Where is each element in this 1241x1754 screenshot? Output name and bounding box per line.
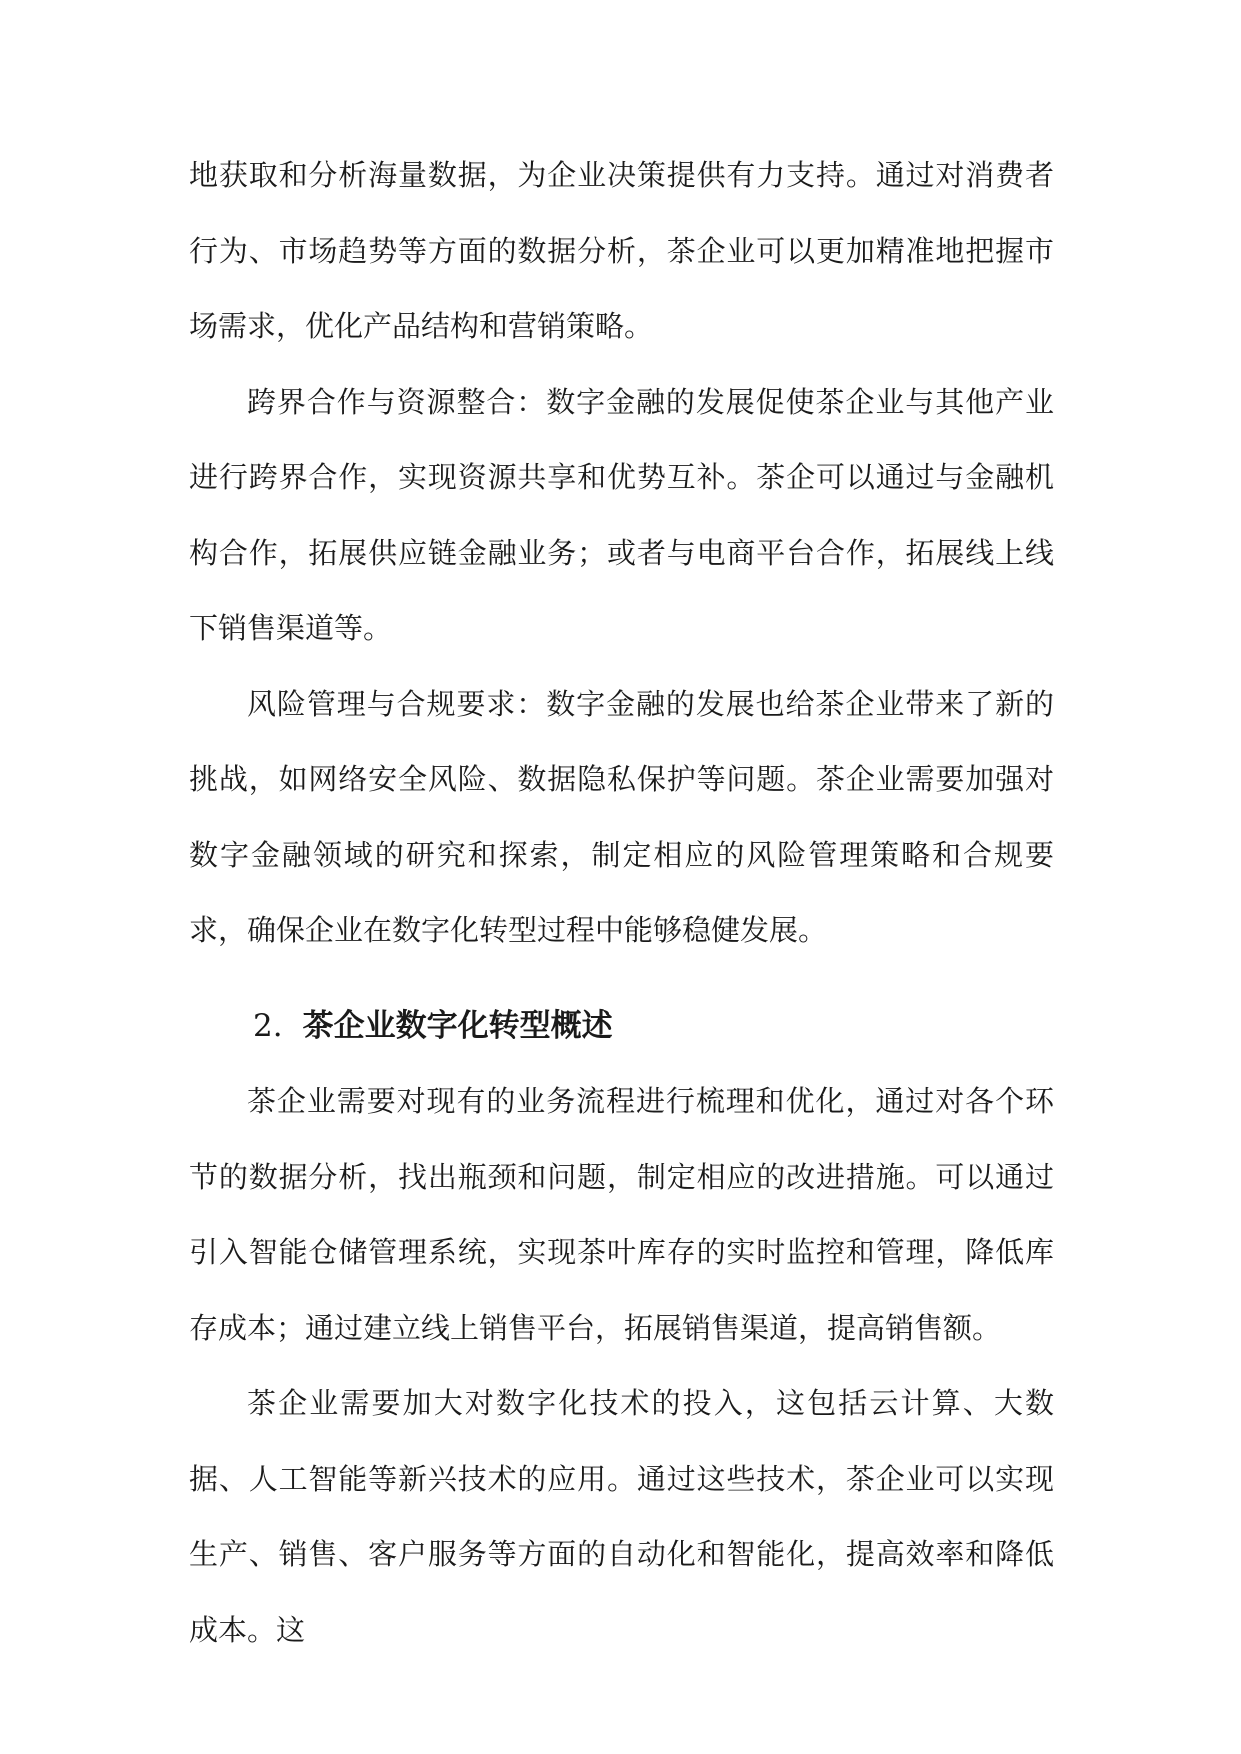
- paragraph-data-analysis-continued: 地获取和分析海量数据，为企业决策提供有力支持。通过对消费者行为、市场趋势等方面的数据分析，茶企业可以更加精准地把握市场需求，优化产品结构和营销策略。: [189, 158, 1054, 343]
- document-body: [189, 138, 1054, 1668]
- paragraph-business-process-optimization: 茶企业需要对现有的业务流程进行梳理和优化，通过对各个环节的数据分析，找出瓶颈和问题，制定相应的改进措施。可以通过引入智能仓储管理系统，实现茶叶库存的实时监控和管理，降低库存成本；通过建立线上销售平台，拓展销售渠道，提高销售额。: [189, 1084, 1054, 1345]
- paragraph-risk-management: 风险管理与合规要求：数字金融的发展也给茶企业带来了新的挑战，如网络安全风险、数据隐私保护等问题。茶企业需要加强对数字金融领域的研究和探索，制定相应的风险管理策略和合规要求，确保企业在数字化转型过程中能够稳健发展。: [189, 686, 1054, 947]
- section-number: 2.: [253, 1007, 283, 1044]
- paragraph-digital-technology-investment: 茶企业需要加大对数字化技术的投入，这包括云计算、大数据、人工智能等新兴技术的应用。通过这些技术，茶企业可以实现生产、销售、客户服务等方面的自动化和智能化，提高效率和降低成本。这: [189, 1386, 1054, 1647]
- section-heading: [189, 989, 1054, 1065]
- section-title: 茶企业数字化转型概述: [302, 1007, 613, 1044]
- paragraph-cross-industry-cooperation: 跨界合作与资源整合：数字金融的发展促使茶企业与其他产业进行跨界合作，实现资源共享和优势互补。茶企可以通过与金融机构合作，拓展供应链金融业务；或者与电商平台合作，拓展线上线下销售渠道等。: [189, 384, 1054, 645]
